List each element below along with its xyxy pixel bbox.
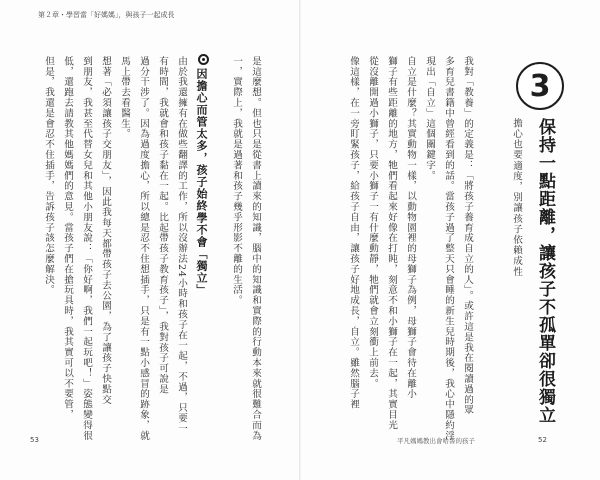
text-column: 到朋友，我甚至代替女兒和其他小朋友說：「你好啊，我們一起玩吧！」姿態變得很 bbox=[81, 56, 92, 441]
text-column: 我對「教養」的定義是：「將孩子養育成自立的人」。或許這是我在閱讀過的眾 bbox=[462, 56, 473, 416]
section-number-badge bbox=[516, 62, 564, 110]
book-gutter bbox=[299, 0, 301, 480]
text-column: 多育兒書籍中曾經看到的話。當孩子過了整天只會睡的新生兒時期後，我心中隱約浮 bbox=[443, 56, 454, 441]
subheading: 因擔心而管太多，孩子始終學不會「獨立」 bbox=[195, 68, 208, 296]
page-number-left: 53 bbox=[30, 436, 39, 444]
text-column: 過分干涉了。因為過度擔心，所以總是忍不住想插手，只是有一點小感冒的跡象，就 bbox=[138, 56, 149, 441]
text-column: 現出「自立」這個關鍵字。 bbox=[424, 56, 435, 181]
text-column: 馬上帶去看醫生。 bbox=[119, 56, 130, 140]
text-column: 低，還跑去請教其他媽媽們的意見。當孩子們在搶玩具時，我其實可以不要管， bbox=[62, 56, 73, 420]
running-header: 第２章・學習當「好媽媽」，與孩子一起成長 bbox=[38, 11, 175, 19]
text-column: 由於我還擁有在做些翻譯的工作，所以沒辦法24小時和孩子在一起，不過，只要一 bbox=[176, 56, 187, 434]
text-column: 有時間，我就會和孩子黏在一起。比起帶孩子教育孩子」，我對孩子可說是 bbox=[157, 56, 168, 395]
text-column: 一，實際上，我就是過著和孩子幾乎形影不離的生活。 bbox=[231, 56, 242, 306]
text-column: 獅子有些距離的地方，牠們看起來好像在打盹，刻意不和小獅子在一起，其實目光 bbox=[386, 56, 397, 431]
text-column: 想著「必須讓孩子交朋友」，因此我每天都帶孩子去公園，為了讓孩子快點交 bbox=[100, 56, 111, 405]
text-column: 是這麼想。但也只是從書上讀來的知識，腦中的知識和實際的行動本來就很難合而為 bbox=[250, 56, 261, 441]
section-title: 保持一點距離，讓孩子不孤單卻很獨立 bbox=[535, 118, 555, 424]
subheading-block bbox=[194, 54, 212, 296]
running-footer: 平凡媽媽教出會哈書的孩子 bbox=[397, 437, 475, 445]
section-subtitle: 擔心也要適度，別讓孩子依賴成性 bbox=[511, 118, 522, 277]
text-column: 自立是什麼？其實動物一樣，以動物園裡的母獅子為例，母獅子會待在離小 bbox=[405, 56, 416, 400]
text-column: 像這樣，在一旁盯緊孩子，給孩子自由，讓孩子好地成長，自立。雖然腦子裡 bbox=[348, 56, 359, 410]
text-column: 但是，我還是會忍不住插手，告訴孩子該怎麼解決。 bbox=[43, 56, 54, 296]
section-number: 3 bbox=[529, 68, 551, 104]
target-bullet-icon bbox=[198, 54, 209, 65]
text-column: 從沒離開過小獅子，只要小獅子一有什麼動靜，牠們就會立刻衝上前去。 bbox=[367, 56, 378, 389]
page-number-right: 52 bbox=[538, 436, 547, 444]
